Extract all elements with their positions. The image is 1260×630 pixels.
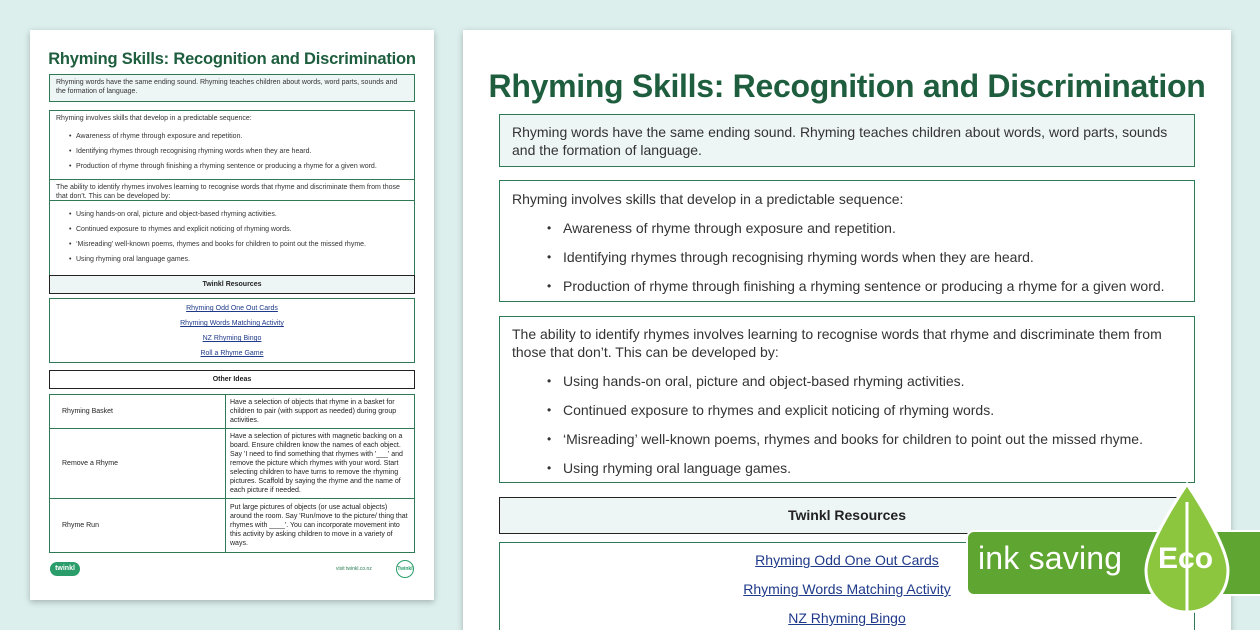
thumb-resource-link[interactable]: NZ Rhyming Bingo xyxy=(202,335,262,342)
thumb-intro-text: Rhyming words have the same ending sound. Rhyming teaches children about words, word parts, sounds and the formation of language. xyxy=(56,79,398,95)
resource-link[interactable]: Rhyming Words Matching Activity xyxy=(743,581,951,597)
thumb-resource-link[interactable]: Roll a Rhyme Game xyxy=(200,350,264,357)
idea-description: Put large pictures of objects (or use actual objects) around the room. Say 'Run/move to the picture/ thing that rhymes with ____'. You can incorporate movement into this activity by asking children to move in a variety of ways. xyxy=(226,499,415,553)
thumb-other-ideas-heading: Other Ideas xyxy=(49,370,415,389)
idea-name: Remove a Rhyme xyxy=(50,429,226,499)
page-title: Rhyming Skills: Recognition and Discrimination xyxy=(488,68,1206,104)
sequence-box xyxy=(499,180,1195,302)
thumb-develop-item: • Using rhyming oral language games. xyxy=(50,255,414,264)
thumb-sequence-item: • Identifying rhymes through recognising rhyming words when they are heard. xyxy=(50,147,414,156)
thumb-develop-box xyxy=(49,179,415,287)
table-row xyxy=(50,395,415,429)
develop-lead: The ability to identify rhymes involves learning to recognise words that rhyme and discriminate them from those that don’t. This can be developed by: xyxy=(512,326,1162,360)
thumb-sequence-lead: Rhyming involves skills that develop in a predictable sequence: xyxy=(56,115,252,122)
ink-saving-label: ink saving xyxy=(978,540,1123,576)
thumb-ideas-table xyxy=(49,394,415,553)
resources-heading: Twinkl Resources xyxy=(499,497,1195,534)
page-thumbnail xyxy=(30,30,434,600)
list-item: • Identifying rhymes through recognising rhyming words when they are heard. xyxy=(500,248,1194,266)
list-item: • Using hands-on oral, picture and object-based rhyming activities. xyxy=(500,372,1194,390)
twinkl-logo: twinkl xyxy=(50,562,80,576)
list-item: • Using rhyming oral language games. xyxy=(500,459,1194,477)
thumb-resources-links xyxy=(49,298,415,363)
list-item: • ‘Misreading’ well-known poems, rhymes and books for children to point out the missed rhyme. xyxy=(500,430,1194,448)
resource-link[interactable]: NZ Rhyming Bingo xyxy=(788,610,906,626)
list-item: • Awareness of rhyme through exposure and repetition. xyxy=(500,219,1194,237)
table-row xyxy=(50,499,415,553)
intro-box xyxy=(499,114,1195,167)
idea-description: Have a selection of objects that rhyme in a basket for children to pair (with support as needed) during group activities. xyxy=(226,395,415,429)
twinkl-badge-icon: Twinkl xyxy=(396,560,414,578)
thumb-develop-item: • Using hands-on oral, picture and object-based rhyming activities. xyxy=(50,210,414,219)
eco-label: Eco xyxy=(1158,542,1214,575)
thumb-develop-lead: The ability to identify rhymes involves learning to recognise words that rhyme and discriminate them from those that don’t. This can be developed by: xyxy=(56,184,400,200)
thumb-resources-heading: Twinkl Resources xyxy=(49,275,415,294)
sequence-list xyxy=(500,219,1194,295)
idea-name: Rhyme Run xyxy=(50,499,226,553)
develop-box xyxy=(499,316,1195,483)
thumb-resource-link[interactable]: Rhyming Odd One Out Cards xyxy=(186,305,278,312)
thumb-resource-link[interactable]: Rhyming Words Matching Activity xyxy=(180,320,284,327)
idea-name: Rhyming Basket xyxy=(50,395,226,429)
develop-list xyxy=(500,372,1194,477)
thumb-intro-box xyxy=(49,74,415,102)
resource-link[interactable]: Rhyming Odd One Out Cards xyxy=(755,552,939,568)
table-row xyxy=(50,429,415,499)
idea-description: Have a selection of pictures with magnetic backing on a board. Ensure children know the names of each object. Say 'I need to find something that rhymes with '___' and remove the picture which rhymes with your word. Start selecting children to have turns to remove the rhyming pictures. Scaffold by saying the rhyme and the name of each picture if needed. xyxy=(226,429,415,499)
sequence-lead: Rhyming involves skills that develop in a predictable sequence: xyxy=(512,191,904,207)
intro-text: Rhyming words have the same ending sound. Rhyming teaches children about words, word parts, sounds and the formation of language. xyxy=(512,124,1168,158)
thumb-sequence-item: • Awareness of rhyme through exposure and repetition. xyxy=(50,132,414,141)
list-item: • Production of rhyme through finishing a rhyming sentence or producing a rhyme for a given word. xyxy=(500,277,1194,295)
thumb-title: Rhyming Skills: Recognition and Discrimination xyxy=(48,50,416,68)
thumb-develop-item: • ‘Misreading’ well-known poems, rhymes and books for children to point out the missed rhyme. xyxy=(50,240,414,249)
thumb-develop-item: • Continued exposure to rhymes and explicit noticing of rhyming words. xyxy=(50,225,414,234)
thumb-sequence-item: • Production of rhyme through finishing a rhyming sentence or producing a rhyme for a given word. xyxy=(50,162,414,171)
footer-url: visit twinkl.co.nz xyxy=(336,566,372,572)
list-item: • Continued exposure to rhymes and explicit noticing of rhyming words. xyxy=(500,401,1194,419)
